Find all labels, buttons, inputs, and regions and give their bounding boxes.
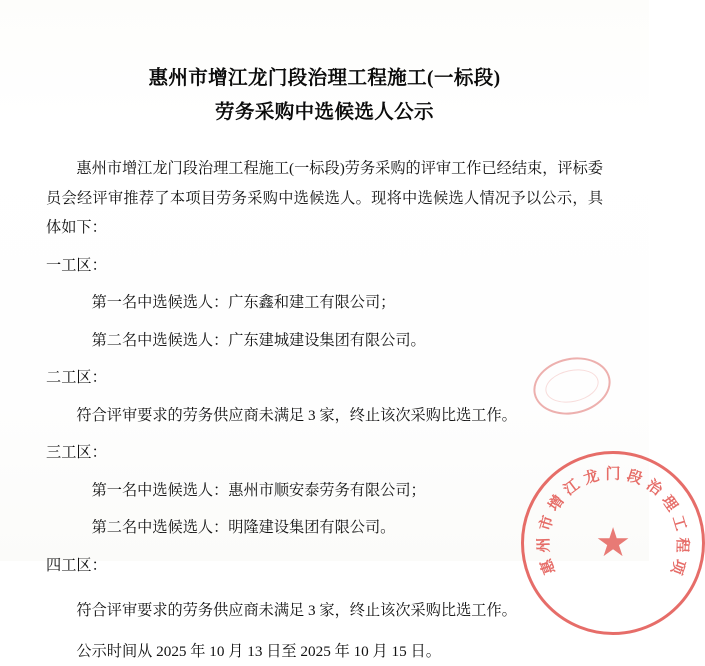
section-3-line-1: 第一名中选候选人：惠州市顺安泰劳务有限公司； <box>46 476 603 506</box>
seal-char: 治 <box>643 474 668 500</box>
seal-char: 段 <box>625 464 646 489</box>
seal-char: 州 <box>532 537 553 553</box>
page-title <box>46 62 603 130</box>
seal-char: 项 <box>666 556 691 577</box>
section-4-line-1: 符合评审要求的劳务供应商未满足 3 家，终止该次采购比选工作。 <box>46 596 603 626</box>
seal-char: 江 <box>559 474 584 500</box>
title-line-1: 惠州市增江龙门段治理工程施工(一标段) <box>148 68 500 89</box>
section-2-line-1: 符合评审要求的劳务供应商未满足 3 家，终止该次采购比选工作。 <box>46 401 603 431</box>
seal-char: 市 <box>534 513 558 533</box>
intro-paragraph: 惠州市增江龙门段治理工程施工(一标段)劳务采购的评审工作已经结束，评标委员会经评审推荐了本项目劳务采购中选候选人。现将中选候选人情况予以公示，具体如下： <box>46 154 603 243</box>
seal-char: 增 <box>543 491 569 515</box>
title-line-2: 劳务采购中选候选人公示 <box>46 96 603 130</box>
section-heading-1: 一工区： <box>46 251 603 281</box>
section-3-line-2: 第二名中选候选人：明隆建设集团有限公司。 <box>46 513 603 543</box>
seal-char: 门 <box>605 463 620 484</box>
seal-char: 理 <box>657 491 683 515</box>
section-1-line-1: 第一名中选候选人：广东鑫和建工有限公司； <box>46 288 603 318</box>
seal-char: 龙 <box>581 464 602 489</box>
section-heading-4: 四工区： <box>46 551 603 581</box>
document-text <box>46 154 603 666</box>
section-heading-2: 二工区： <box>46 363 603 393</box>
seal-char: 程 <box>672 537 693 553</box>
section-heading-3: 三工区： <box>46 438 603 468</box>
seal-star-icon: ★ <box>595 523 631 563</box>
section-1-line-2: 第二名中选候选人：广东建城建设集团有限公司。 <box>46 326 603 356</box>
seal-char: 惠 <box>535 556 560 577</box>
seal-char: 工 <box>668 513 692 533</box>
notice-period: 公示时间从 2025 年 10 月 13 日至 2025 年 10 月 15 日。 <box>46 637 603 666</box>
